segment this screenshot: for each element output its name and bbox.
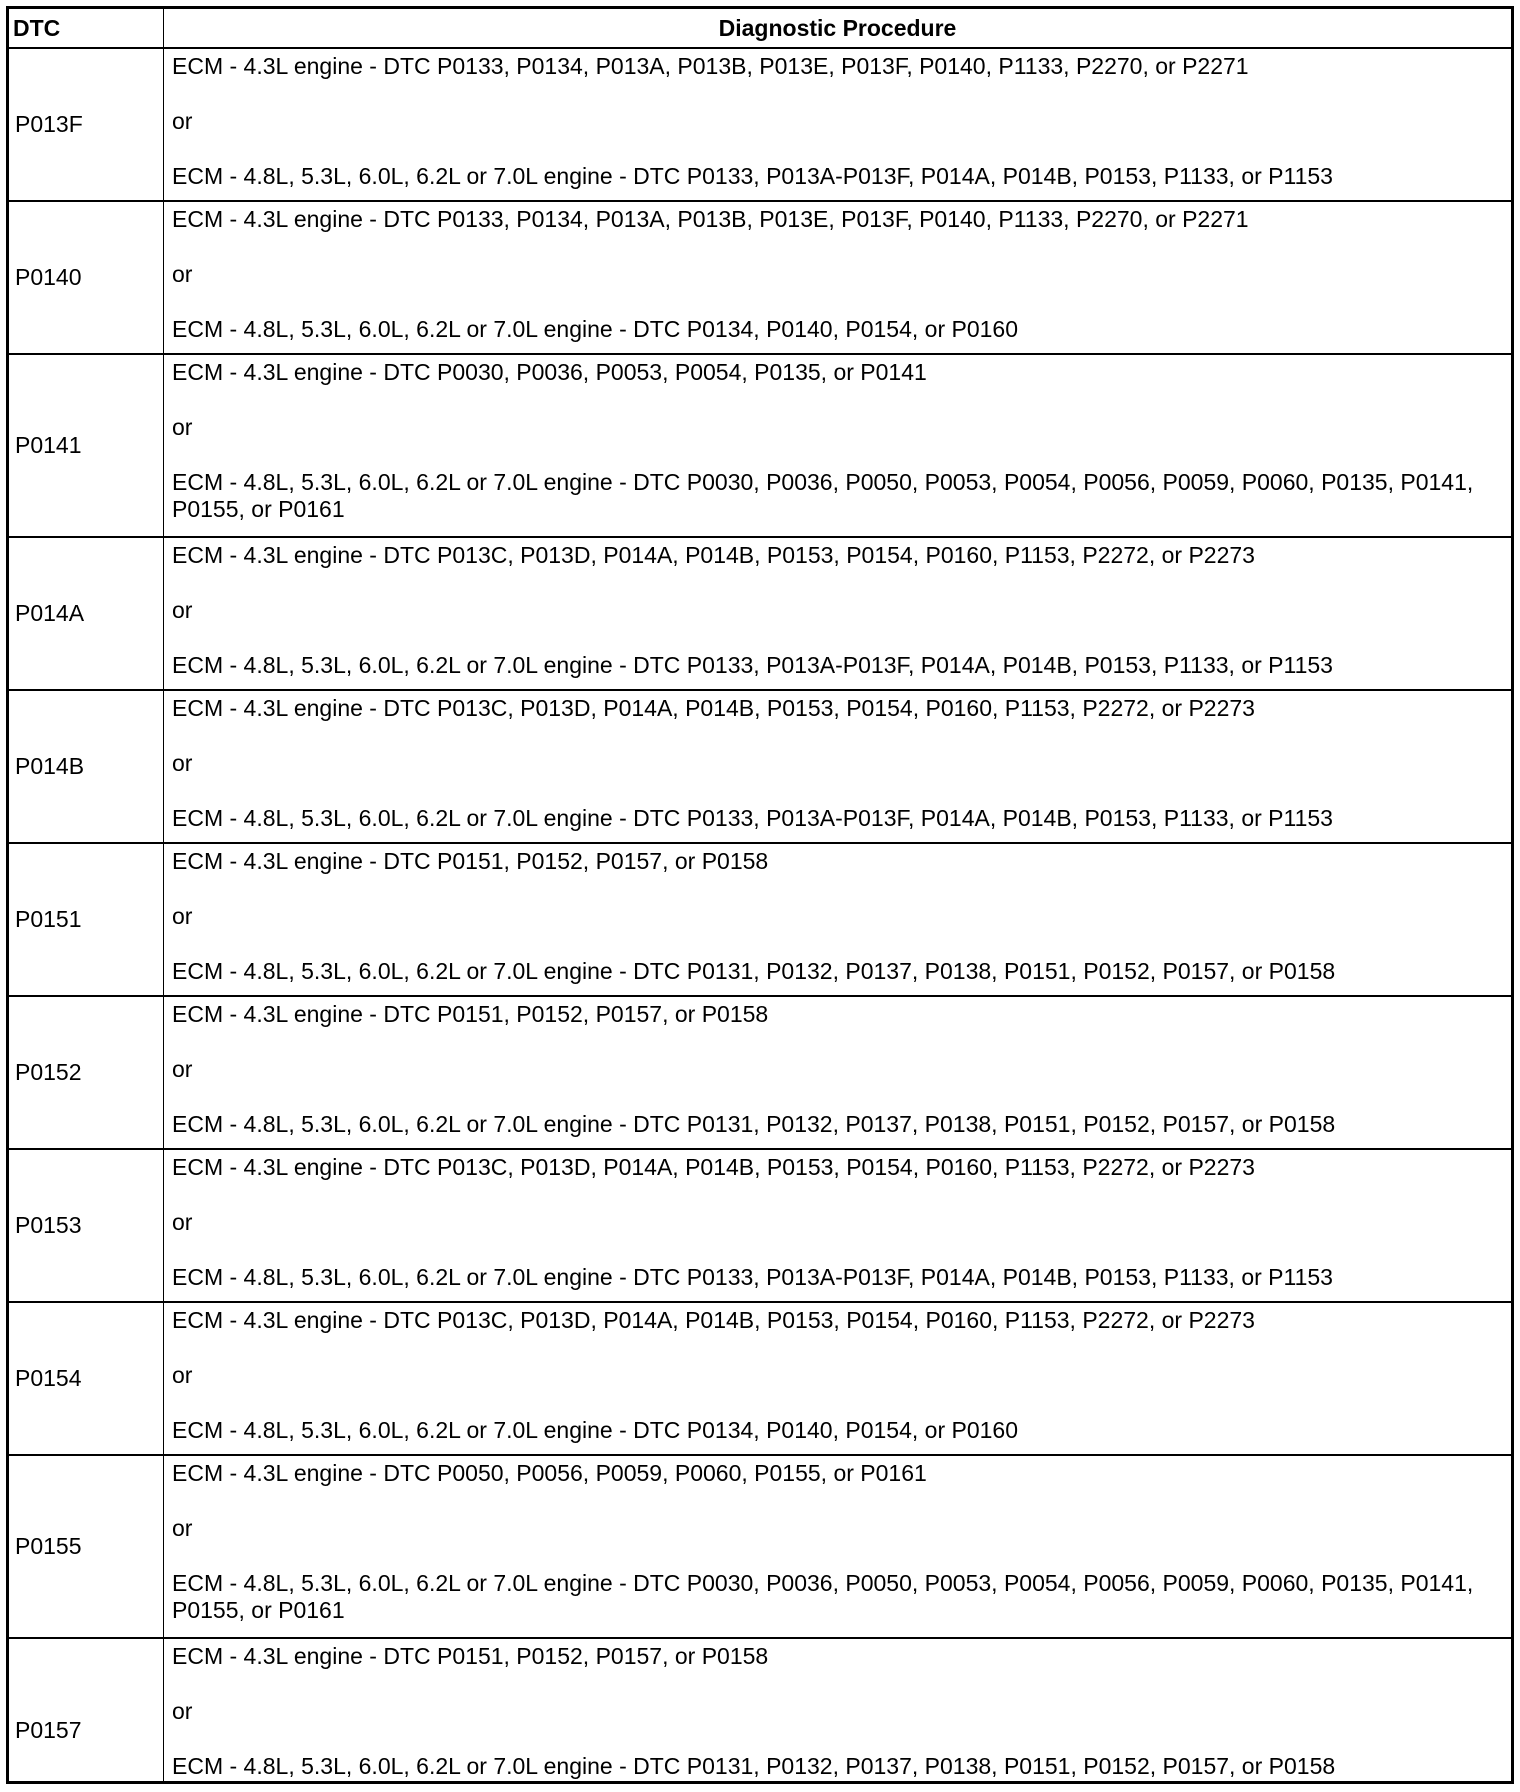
dtc-code: P014A xyxy=(9,538,164,689)
dtc-code: P0154 xyxy=(9,1303,164,1454)
procedure-line-4-3l: ECM - 4.3L engine - DTC P0030, P0036, P0053, P0054, P0135, or P0141 xyxy=(172,359,927,385)
table-row xyxy=(9,1639,1511,1784)
procedure-line-4-3l: ECM - 4.3L engine - DTC P013C, P013D, P014A, P014B, P0153, P0154, P0160, P1153, P2272, or P2273 xyxy=(172,695,1255,721)
dtc-code: P0152 xyxy=(9,997,164,1148)
procedure-line-4-3l: ECM - 4.3L engine - DTC P0151, P0152, P0157, or P0158 xyxy=(172,1643,769,1669)
or-text: or xyxy=(172,1056,193,1082)
procedure-line-4-3l: ECM - 4.3L engine - DTC P0151, P0152, P0157, or P0158 xyxy=(172,1001,769,1027)
table-row xyxy=(9,49,1511,202)
table-header-row xyxy=(9,9,1511,49)
procedure-cell xyxy=(164,691,1511,842)
procedure-line-4-3l: ECM - 4.3L engine - DTC P013C, P013D, P014A, P014B, P0153, P0154, P0160, P1153, P2272, or P2273 xyxy=(172,542,1255,568)
procedure-cell xyxy=(164,1303,1511,1454)
table-row xyxy=(9,1456,1511,1639)
or-text: or xyxy=(172,414,193,440)
procedure-line-4-3l: ECM - 4.3L engine - DTC P013C, P013D, P014A, P014B, P0153, P0154, P0160, P1153, P2272, or P2273 xyxy=(172,1154,1255,1180)
procedure-cell xyxy=(164,1150,1511,1301)
procedure-column-header: Diagnostic Procedure xyxy=(718,15,957,41)
procedure-line-v8: ECM - 4.8L, 5.3L, 6.0L, 6.2L or 7.0L engine - DTC P0133, P013A-P013F, P014A, P014B, P0153, P1133, or P1153 xyxy=(172,652,1333,678)
dtc-column-header: DTC xyxy=(9,9,164,47)
procedure-line-v8: ECM - 4.8L, 5.3L, 6.0L, 6.2L or 7.0L engine - DTC P0030, P0036, P0050, P0053, P0054, P0056, P0059, P0060, P0135, P0141, P0155, or P0161 xyxy=(172,469,1474,522)
dtc-code: P0151 xyxy=(9,844,164,995)
procedure-line-4-3l: ECM - 4.3L engine - DTC P013C, P013D, P014A, P014B, P0153, P0154, P0160, P1153, P2272, or P2273 xyxy=(172,1307,1255,1333)
procedure-cell xyxy=(164,202,1511,353)
table-row xyxy=(9,844,1511,997)
dtc-table xyxy=(6,6,1514,1784)
procedure-line-4-3l: ECM - 4.3L engine - DTC P0133, P0134, P013A, P013B, P013E, P013F, P0140, P1133, P2270, or P2271 xyxy=(172,53,1249,79)
procedure-line-v8: ECM - 4.8L, 5.3L, 6.0L, 6.2L or 7.0L engine - DTC P0133, P013A-P013F, P014A, P014B, P0153, P1133, or P1153 xyxy=(172,163,1333,189)
or-text: or xyxy=(172,1362,193,1388)
table-row xyxy=(9,1303,1511,1456)
or-text: or xyxy=(172,1515,193,1541)
or-text: or xyxy=(172,903,193,929)
procedure-cell xyxy=(164,1456,1511,1637)
procedure-line-v8: ECM - 4.8L, 5.3L, 6.0L, 6.2L or 7.0L engine - DTC P0134, P0140, P0154, or P0160 xyxy=(172,1417,1019,1443)
table-row xyxy=(9,538,1511,691)
table-row xyxy=(9,997,1511,1150)
dtc-code: P014B xyxy=(9,691,164,842)
table-row xyxy=(9,691,1511,844)
procedure-cell xyxy=(164,997,1511,1148)
procedure-cell xyxy=(164,844,1511,995)
or-text: or xyxy=(172,1209,193,1235)
procedure-cell xyxy=(164,1639,1511,1784)
or-text: or xyxy=(172,261,193,287)
procedure-line-4-3l: ECM - 4.3L engine - DTC P0133, P0134, P013A, P013B, P013E, P013F, P0140, P1133, P2270, or P2271 xyxy=(172,206,1249,232)
procedure-line-4-3l: ECM - 4.3L engine - DTC P0050, P0056, P0059, P0060, P0155, or P0161 xyxy=(172,1460,927,1486)
or-text: or xyxy=(172,108,193,134)
or-text: or xyxy=(172,1698,193,1724)
procedure-line-v8: ECM - 4.8L, 5.3L, 6.0L, 6.2L or 7.0L engine - DTC P0030, P0036, P0050, P0053, P0054, P0056, P0059, P0060, P0135, P0141, P0155, or P0161 xyxy=(172,1570,1474,1623)
procedure-line-v8: ECM - 4.8L, 5.3L, 6.0L, 6.2L or 7.0L engine - DTC P0134, P0140, P0154, or P0160 xyxy=(172,316,1019,342)
dtc-code: P013F xyxy=(9,49,164,200)
procedure-cell xyxy=(164,355,1511,536)
or-text: or xyxy=(172,597,193,623)
table-row xyxy=(9,202,1511,355)
procedure-cell xyxy=(164,538,1511,689)
dtc-code: P0157 xyxy=(9,1639,164,1784)
procedure-cell xyxy=(164,49,1511,200)
dtc-code: P0141 xyxy=(9,355,164,536)
procedure-line-v8: ECM - 4.8L, 5.3L, 6.0L, 6.2L or 7.0L engine - DTC P0133, P013A-P013F, P014A, P014B, P0153, P1133, or P1153 xyxy=(172,805,1333,831)
table-row xyxy=(9,1150,1511,1303)
procedure-line-v8: ECM - 4.8L, 5.3L, 6.0L, 6.2L or 7.0L engine - DTC P0131, P0132, P0137, P0138, P0151, P0152, P0157, or P0158 xyxy=(172,958,1336,984)
procedure-line-v8: ECM - 4.8L, 5.3L, 6.0L, 6.2L or 7.0L engine - DTC P0131, P0132, P0137, P0138, P0151, P0152, P0157, or P0158 xyxy=(172,1753,1336,1779)
dtc-code: P0153 xyxy=(9,1150,164,1301)
procedure-line-v8: ECM - 4.8L, 5.3L, 6.0L, 6.2L or 7.0L engine - DTC P0133, P013A-P013F, P014A, P014B, P0153, P1133, or P1153 xyxy=(172,1264,1333,1290)
dtc-code: P0140 xyxy=(9,202,164,353)
procedure-line-4-3l: ECM - 4.3L engine - DTC P0151, P0152, P0157, or P0158 xyxy=(172,848,769,874)
table-row xyxy=(9,355,1511,538)
dtc-code: P0155 xyxy=(9,1456,164,1637)
procedure-line-v8: ECM - 4.8L, 5.3L, 6.0L, 6.2L or 7.0L engine - DTC P0131, P0132, P0137, P0138, P0151, P0152, P0157, or P0158 xyxy=(172,1111,1336,1137)
or-text: or xyxy=(172,750,193,776)
